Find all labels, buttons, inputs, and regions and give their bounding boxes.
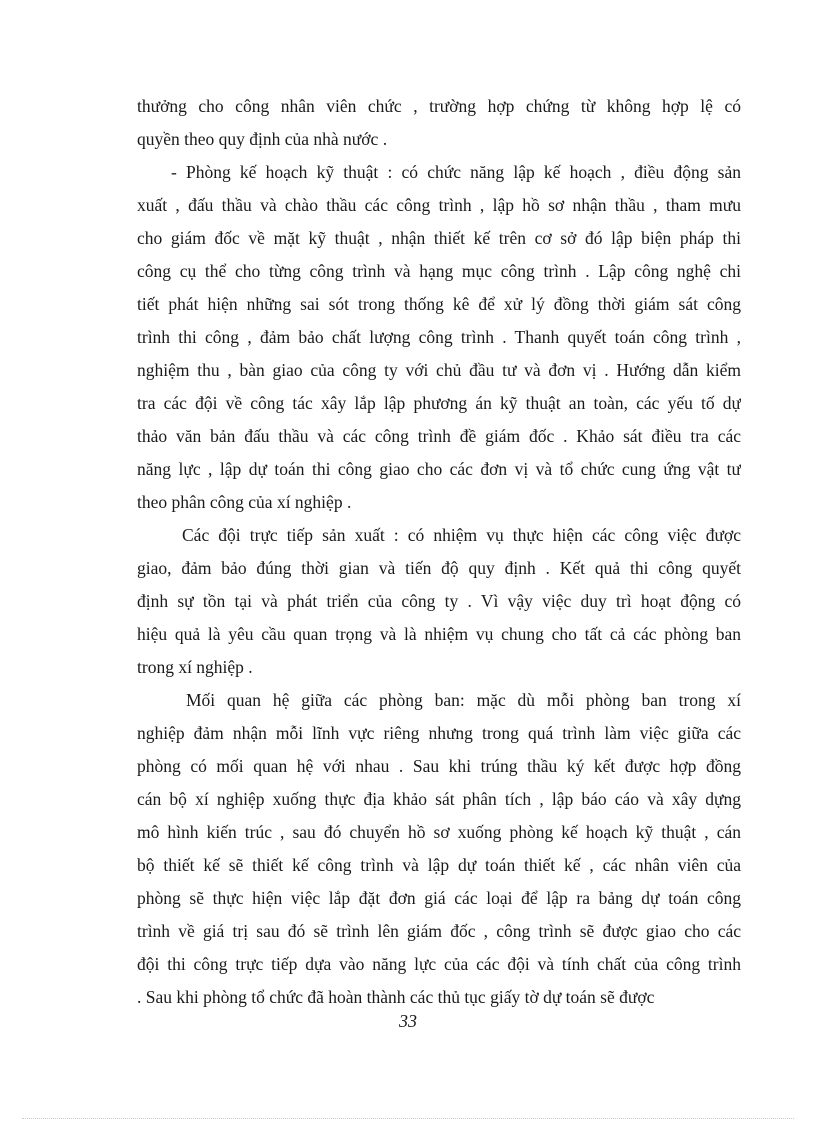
body-line: tra các đội về công tác xây lắp lập phương án kỹ thuật an toàn, các yếu tố dự	[137, 393, 741, 413]
body-line: quyền theo quy định của nhà nước .	[137, 129, 388, 149]
body-line: đội thi công trực tiếp dựa vào năng lực của các đội và tính chất của công trình	[137, 954, 741, 974]
body-line: giao, đảm bảo đúng thời gian và tiến độ quy định . Kết quả thi công quyết	[137, 558, 741, 578]
body-line: cán bộ xí nghiệp xuống thực địa khảo sát phân tích , lập báo cáo và xây dựng	[137, 789, 741, 809]
body-line: trình thi công , đảm bảo chất lượng công trình . Thanh quyết toán công trình ,	[137, 327, 741, 347]
body-line: . Sau khi phòng tổ chức đã hoàn thành các thủ tục giấy tờ dự toán sẽ được	[137, 987, 655, 1007]
body-line: Các đội trực tiếp sản xuất : có nhiệm vụ thực hiện các công việc được	[182, 525, 741, 545]
body-line: tiết phát hiện những sai sót trong thống kê để xử lý đồng thời giám sát công	[137, 294, 741, 314]
body-line: định sự tồn tại và phát triển của công ty . Vì vậy việc duy trì hoạt động có	[137, 591, 741, 611]
body-line: trong xí nghiệp .	[137, 657, 253, 677]
body-line: cho giám đốc về mặt kỹ thuật , nhận thiết kế trên cơ sở đó lập biện pháp thi	[137, 228, 741, 248]
body-line: thưởng cho công nhân viên chức , trường hợp chứng từ không hợp lệ có	[137, 96, 741, 116]
body-line: phòng sẽ thực hiện việc lắp đặt đơn giá các loại để lập ra bảng dự toán công	[137, 888, 741, 908]
body-line: bộ thiết kế sẽ thiết kế công trình và lập dự toán thiết kế , các nhân viên của	[137, 855, 741, 875]
body-line: theo phân công của xí nghiệp .	[137, 492, 352, 512]
page-number: 33	[399, 1011, 417, 1031]
body-line: hiệu quả là yêu cầu quan trọng và là nhiệm vụ chung cho tất cả các phòng ban	[137, 624, 741, 644]
body-line: năng lực , lập dự toán thi công giao cho các đơn vị và tổ chức cung ứng vật tư	[137, 459, 741, 479]
body-line: thảo văn bản đấu thầu và các công trình đề giám đốc . Khảo sát điều tra các	[137, 426, 741, 446]
body-line: nghiệp đảm nhận mỗi lĩnh vực riêng nhưng trong quá trình làm việc giữa các	[137, 723, 741, 743]
body-line: nghiệm thu , bàn giao của công ty với chủ đầu tư và đơn vị . Hướng dẫn kiểm	[137, 360, 741, 380]
body-line: xuất , đấu thầu và chào thầu các công trình , lập hồ sơ nhận thầu , tham mưu	[137, 195, 741, 215]
body-line: mô hình kiến trúc , sau đó chuyển hồ sơ xuống phòng kế hoạch kỹ thuật , cán	[137, 822, 741, 842]
body-line: công cụ thể cho từng công trình và hạng mục công trình . Lập công nghệ chi	[137, 261, 741, 281]
body-line: Mối quan hệ giữa các phòng ban: mặc dù mỗi phòng ban trong xí	[186, 690, 741, 710]
page-bottom-divider	[22, 1118, 794, 1119]
body-line: - Phòng kế hoạch kỹ thuật : có chức năng lập kế hoạch , điều động sản	[171, 162, 741, 182]
body-line: phòng có mối quan hệ với nhau . Sau khi trúng thầu ký kết được hợp đồng	[137, 756, 741, 776]
body-line: trình về giá trị sau đó sẽ trình lên giám đốc , công trình sẽ được giao cho các	[137, 921, 741, 941]
